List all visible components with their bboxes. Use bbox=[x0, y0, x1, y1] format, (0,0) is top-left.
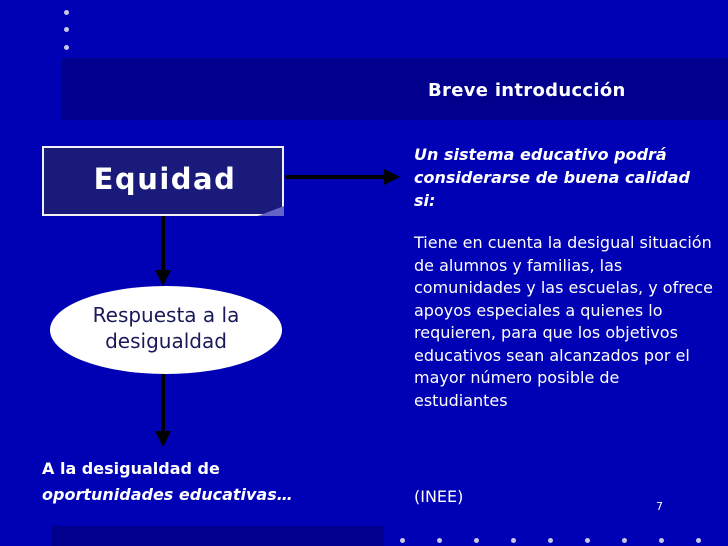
intro-text: Un sistema educativo podrá considerarse de buena calidad si: bbox=[414, 145, 690, 210]
page-number: 7 bbox=[656, 500, 663, 513]
respuesta-label: Respuesta a la desigualdad bbox=[92, 303, 240, 353]
arrowhead-right bbox=[384, 169, 400, 185]
equidad-label: Equidad bbox=[93, 162, 237, 196]
folded-corner bbox=[258, 206, 284, 216]
desigualdad-statement bbox=[42, 456, 293, 508]
equidad-box bbox=[42, 146, 284, 216]
source-text: (INEE) bbox=[414, 487, 464, 506]
arrowhead-down bbox=[155, 431, 171, 447]
arrowhead-down bbox=[155, 270, 171, 286]
desigualdad-line1: A la desigualdad de bbox=[42, 459, 220, 478]
slide-title: Breve introducción bbox=[428, 80, 626, 101]
desigualdad-line2: oportunidades educativas… bbox=[42, 485, 293, 504]
body-text: Tiene en cuenta la desigual situación de alumnos y familias, las comunidades y las escuelas, y ofrece apoyos especiales a quienes lo requieren, para que los objetivos educativos sean alcanzados por el mayor número posible de estudiantes bbox=[414, 233, 713, 410]
